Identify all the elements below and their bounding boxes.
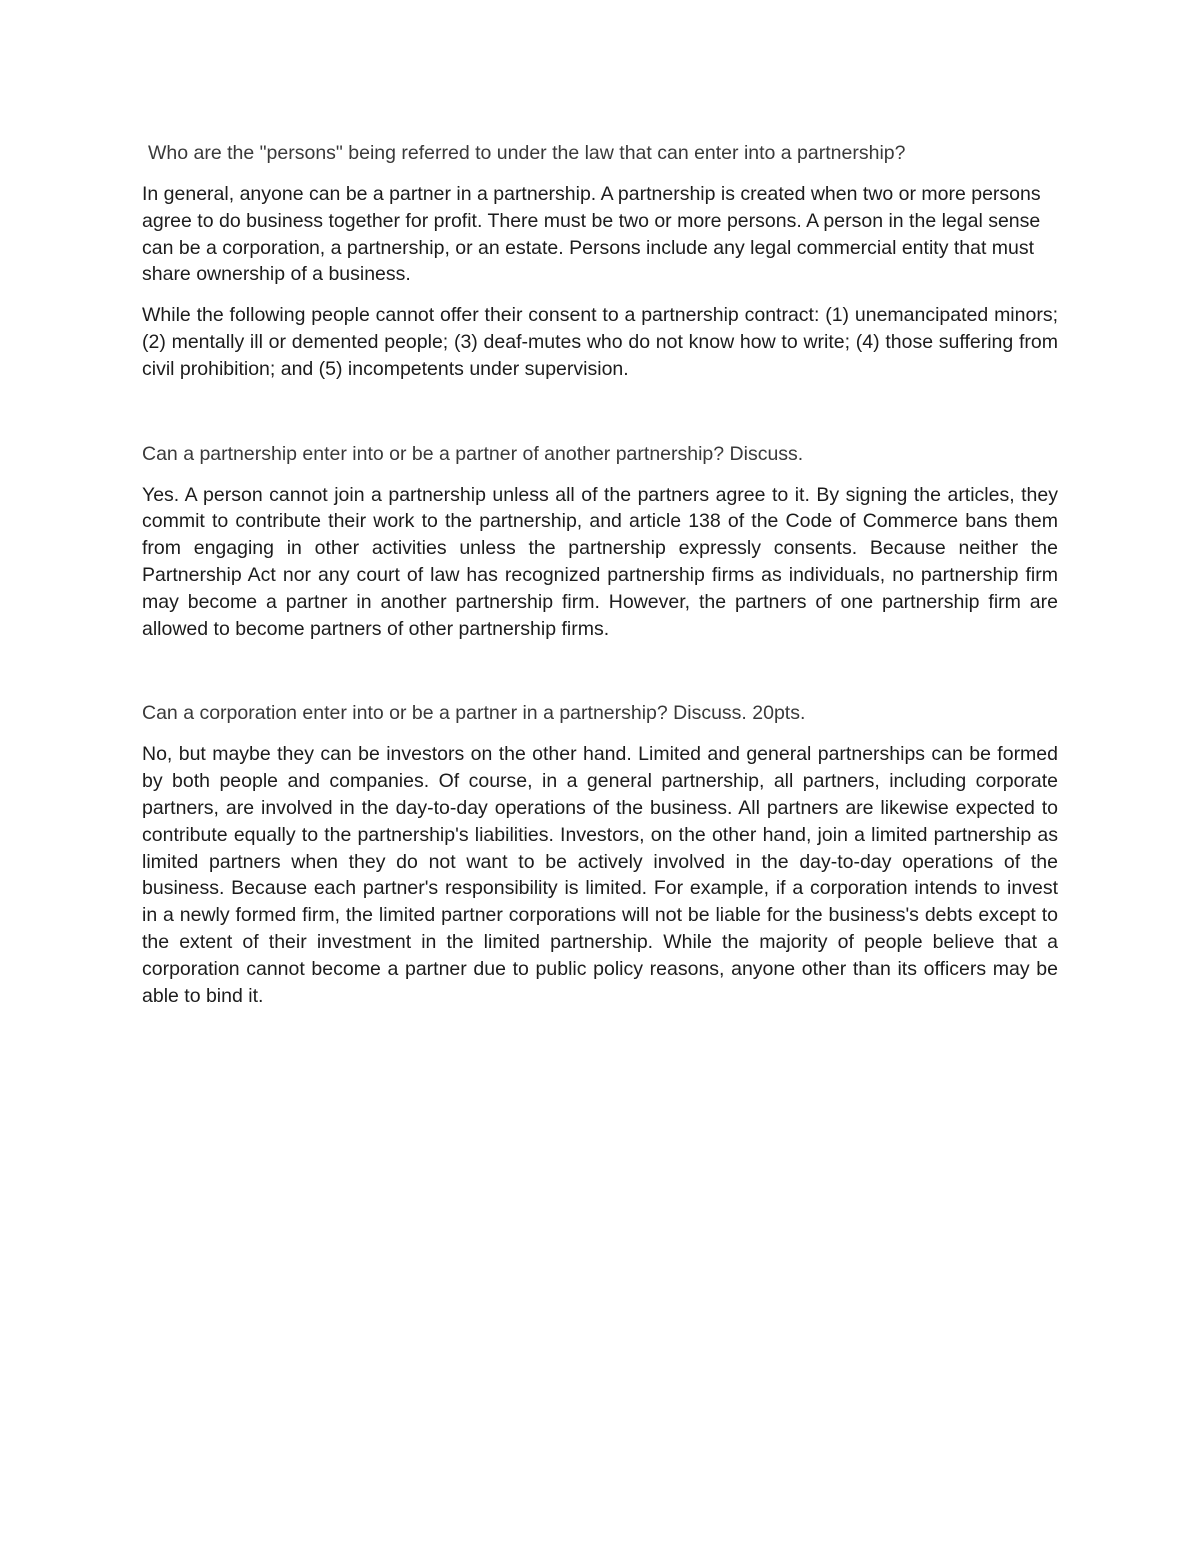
question-heading: Can a partnership enter into or be a partner of another partnership? Discuss. bbox=[142, 442, 804, 465]
answer-paragraph: In general, anyone can be a partner in a partnership. A partnership is created when two or more persons agree to do business together for profit. There must be two or more persons. A person in the legal sense can be a corporation, a partnership, or an estate. Persons include any legal commercial entity that must share ownership of a business. bbox=[142, 183, 1041, 286]
section-corporation-partner bbox=[142, 700, 1058, 1009]
section-partnership-partner bbox=[142, 441, 1058, 643]
answer-paragraph: While the following people cannot offer their consent to a partnership contract: (1) unemancipated minors; (2) mentally ill or demented people; (3) deaf-mutes who do not know how to write; (4) those suffering from civil prohibition; and (5) incompetents under supervision. bbox=[142, 304, 1058, 380]
section-spacer bbox=[142, 397, 1058, 441]
section-spacer bbox=[142, 656, 1058, 700]
answer-paragraph: No, but maybe they can be investors on the other hand. Limited and general partnerships can be formed by both people and companies. Of course, in a general partnership, all partners, including corporate partners, are involved in the day-to-day operations of the business. All partners are likewise expected to contribute equally to the partnership's liabilities. Investors, on the other hand, join a limited partnership as limited partners when they do not want to be actively involved in the day-to-day operations of the business. Because each partner's responsibility is limited. For example, if a corporation intends to invest in a newly formed firm, the limited partner corporations will not be liable for the business's debts except to the extent of their investment in the limited partnership. While the majority of people believe that a corporation cannot become a partner due to public policy reasons, anyone other than its officers may be able to bind it. bbox=[142, 743, 1058, 1007]
question-heading: Who are the "persons" being referred to under the law that can enter into a partnership? bbox=[148, 142, 906, 164]
section-persons bbox=[142, 140, 1058, 383]
answer-paragraph: Yes. A person cannot join a partnership unless all of the partners agree to it. By signing the articles, they commit to contribute their work to the partnership, and article 138 of the Code of Commerce bans them from engaging in other activities unless the partnership expressly consents. Because neither the Partnership Act nor any court of law has recognized partnership firms as individuals, no partnership firm may become a partner in another partnership firm. However, the partners of one partnership firm are allowed to become partners of other partnership firms. bbox=[142, 483, 1058, 640]
question-heading: Can a corporation enter into or be a partner in a partnership? Discuss. 20pts. bbox=[142, 702, 806, 725]
document-page bbox=[142, 140, 1058, 1023]
